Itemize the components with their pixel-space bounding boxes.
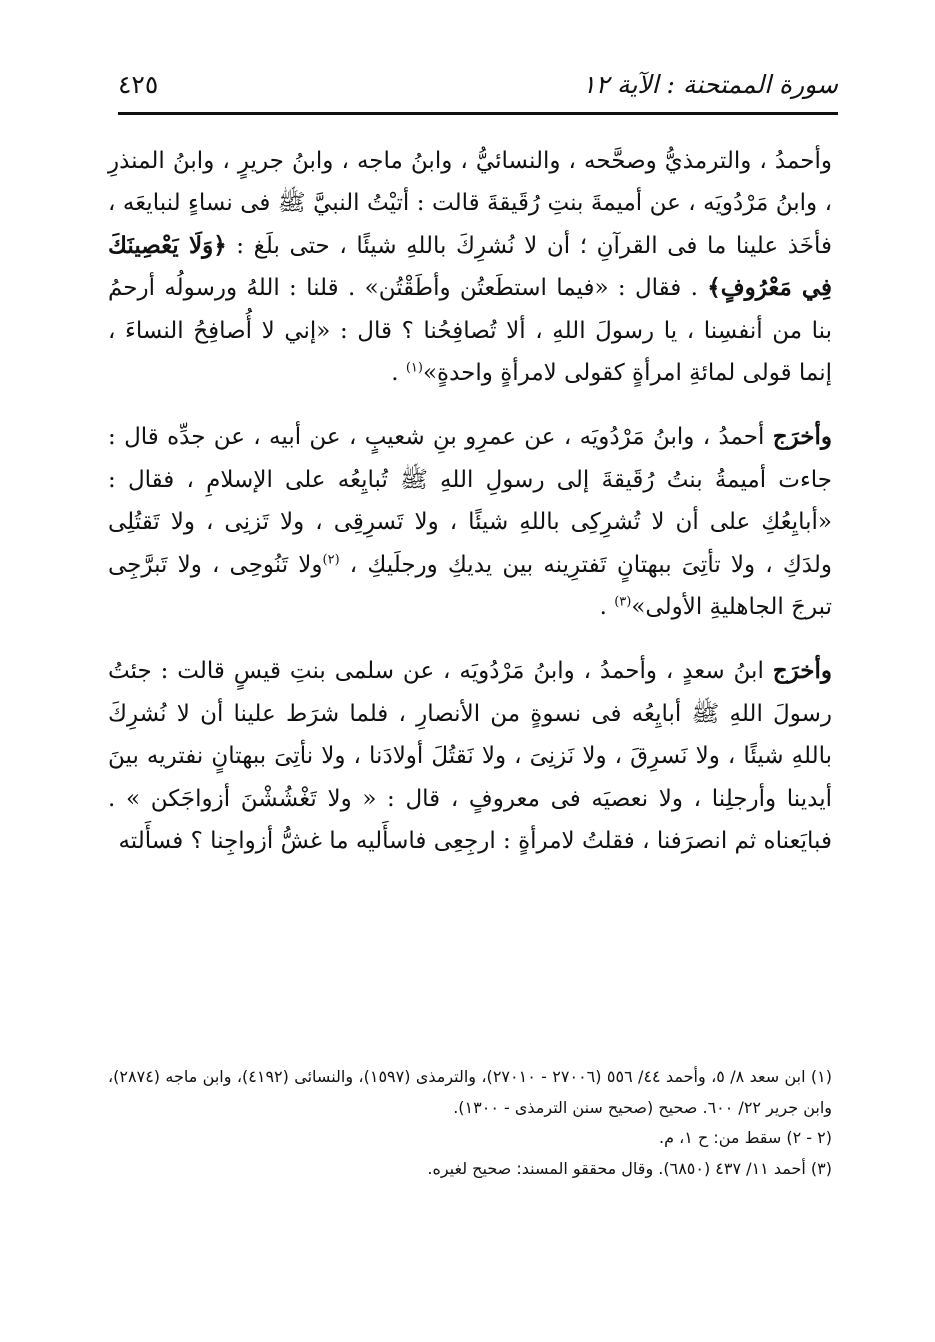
paragraph-text: أحمدُ ، وابنُ مَرْدُويَه ، عن عمرِو بنِ شعيبٍ ، عن أبيه ، عن جدِّه قال : جاءت أميمةُ بنتُ رُقَيقةَ إلى رسولِ اللهِ ﷺ تُبايِعُه على الإسلامِ ، فقال : «أبايِعُكِ على أن لا تُشرِكِى باللهِ شيئًا ، ولا تَسرِقِى ، ولا تَزنِى ، ولا تَقتُلِى ولدَكِ ، ولا تأتِىَ ببهتانٍ تَفترِينه بين يديكِ ورجلَيكِ ، — [108, 424, 832, 578]
footnote-2: (٢ - ٢) سقط من: ح ١، م. — [659, 1128, 832, 1147]
paragraph-1 — [108, 140, 832, 394]
footnote-ref: (١) — [405, 360, 423, 376]
footnote-1: (١) ابن سعد ٨/ ٥، وأحمد ٤٤/ ٥٥٦ (٢٧٠٠٦ - ٢٧٠١٠)، والترمذى (١٥٩٧)، والنسائى (٤١٩٢)، وابن ماجه (٢٨٧٤)، وابن جرير ٢٢/ ٦٠٠. صحيح (صحيح سنن الترمذى - ١٣٠٠). — [108, 1067, 833, 1117]
paragraph-3 — [108, 650, 832, 862]
paragraph-end: . — [391, 360, 406, 387]
footnote-ref: (٣) — [614, 594, 632, 610]
paragraph-text: وأحمدُ ، والترمذيُّ وصحَّحه ، والنسائيُّ ، وابنُ ماجه ، وابنُ جريرٍ ، وابنُ المنذرِ ، وابنُ مَرْدُويَه ، عن أميمةَ بنتِ رُقَيقةَ قالت : أتيْتُ النبيَّ ﷺ فى نساءٍ لنبايعَه ، فأخَذ علينا ما فى القرآنِ ؛ أن لا نُشرِكَ باللهِ شيئًا ، حتى بلَغ : — [108, 148, 832, 259]
header-divider — [118, 112, 838, 115]
footnote-ref: (٢) — [322, 552, 340, 567]
page-number: ٤٢٥ — [118, 69, 159, 99]
page-header — [118, 62, 838, 106]
paragraph-end: . — [599, 594, 615, 621]
paragraph-lead: وأخرَج — [772, 657, 832, 685]
main-text — [108, 140, 832, 885]
running-title: سورة الممتحنة : الآية ١٢ — [582, 69, 838, 99]
paragraph-text: ابنُ سعدٍ ، وأحمدُ ، وابنُ مَرْدُويَه ، عن سلمى بنتِ قيسٍ قالت : جئتُ رسولَ اللهِ ﷺ أبايِعُه فى نسوةٍ من الأنصارِ ، فلما شرَط علينا أن لا نُشرِكَ باللهِ شيئًا ، ولا نَسرِقَ ، ولا نَزنِىَ ، ولا نَقتُلَ أولادَنا ، ولا نأتِىَ ببهتانٍ نفتريه بينَ أيدينا وأرجلِنا ، ولا نعصيَه فى معروفٍ ، قال : « ولا تَغْشُشْنَ أزواجَكن » . فبايَعناه ثم انصرَفنا ، فقلتُ لامرأةٍ : ارجِعِى فاسأَليه ما غشُّ أزواجِنا ؟ فسأَلته — [108, 658, 832, 855]
paragraph-lead: وأخرَج — [772, 423, 832, 451]
paragraph-text: . فقال : «فيما استطَعتُن وأطَقْتُن» . قلنا : اللهُ ورسولُه أرحمُ بنا من أنفسِنا ، يا رسولَ اللهِ ، ألا تُصافِحُنا ؟ قال : «إني لا أُصافِحُ النساءَ ، إنما قولى لمائةِ امرأةٍ كقولى لامرأةٍ واحدةٍ» — [108, 275, 832, 387]
paragraph-2 — [108, 416, 832, 628]
footnotes — [108, 1062, 832, 1184]
footnote-3: (٣) أحمد ١١/ ٤٣٧ (٦٨٥٠). وقال محققو المسند: صحيح لغيره. — [427, 1158, 832, 1178]
quran-quote: ﴿وَلَا يَعْصِينَكَ فِي مَعْرُوفٍ﴾ — [108, 231, 832, 302]
paragraph-text: ولا تَنُوحِى ، ولا تَبرَّجِى تبرجَ الجاهليةِ الأولى» — [108, 551, 832, 621]
